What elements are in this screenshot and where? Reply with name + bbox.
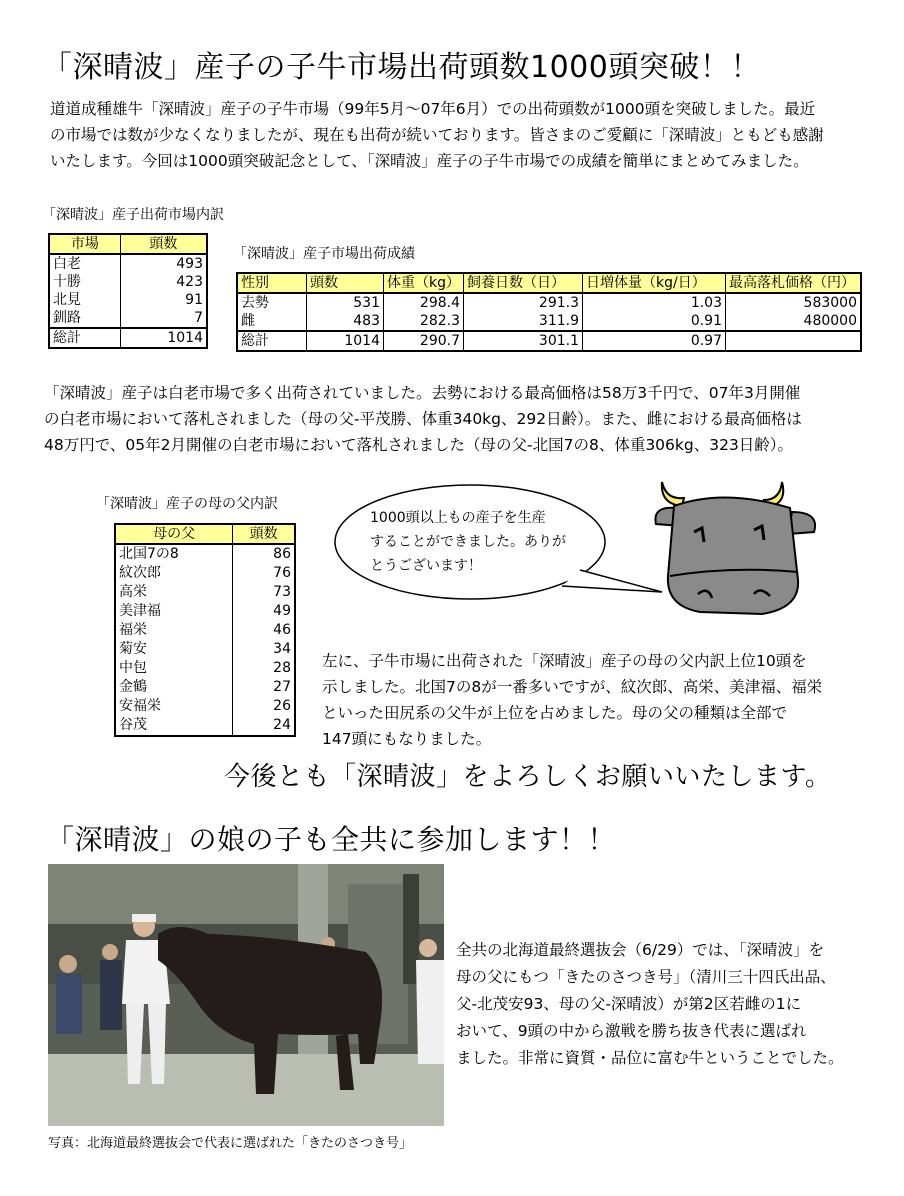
table-row	[115, 716, 295, 736]
paragraph-line: 「深晴波」産子は白老市場で多く出荷されていました。去勢における最高価格は58万3千円で、07年3月開催	[44, 384, 801, 402]
sire-count: 49	[233, 602, 295, 621]
table-total-row	[49, 328, 207, 348]
paragraph-line: の白老市場において落札されました（母の父-平茂勝、体重340kg、292日齢）。また、雌における最高価格は	[44, 410, 802, 428]
market-table	[48, 233, 208, 349]
sire-name: 金鶴	[115, 678, 233, 697]
results-header-sex: 性別	[237, 273, 307, 293]
results-price: 583000	[726, 293, 862, 312]
intro-line: 道道成種雄牛「深晴波」産子の子牛市場（99年5月～07年6月）での出荷頭数が1000頭を突破しました。最近	[50, 100, 816, 118]
speech-line: することができました。ありが	[370, 534, 566, 550]
market-name: 十勝	[49, 273, 120, 291]
market-header-market: 市場	[49, 234, 120, 254]
sire-count: 73	[233, 583, 295, 602]
table-row	[115, 678, 295, 697]
results-header-weight: 体重（kg）	[384, 273, 464, 293]
results-total-price	[726, 331, 862, 351]
sire-count: 46	[233, 621, 295, 640]
results-total-gain: 0.97	[583, 331, 726, 351]
intro-paragraph	[50, 96, 824, 174]
sire-count: 76	[233, 564, 295, 583]
paragraph-line: 母の父にもつ「きたのさつき号」（清川三十四氏出品、	[456, 968, 836, 986]
market-name: 釧路	[49, 309, 120, 328]
table-row	[115, 583, 295, 602]
sire-paragraph	[322, 648, 822, 752]
market-name: 北見	[49, 291, 120, 309]
results-header-count: 頭数	[307, 273, 384, 293]
sire-caption: 「深晴波」産子の母の父内訳	[96, 496, 278, 512]
paragraph-line: といった田尻系の父牛が上位を占めました。母の父の種類は全部で	[322, 704, 788, 722]
table-total-row	[237, 331, 861, 351]
market-caption: 「深晴波」産子出荷市場内訳	[42, 207, 224, 223]
sire-name: 紋次郎	[115, 564, 233, 583]
market-name: 白老	[49, 254, 120, 273]
results-total-days: 301.1	[464, 331, 583, 351]
sire-name: 安福栄	[115, 697, 233, 716]
sire-name: 美津福	[115, 602, 233, 621]
closing-message: 今後とも「深晴波」をよろしくお願いいたします。	[224, 762, 832, 792]
results-sex: 去勢	[237, 293, 307, 312]
photo-caption: 写真：北海道最終選抜会で代表に選ばれた「きたのさつき号」	[48, 1136, 413, 1151]
results-caption: 「深晴波」産子市場出荷成績	[233, 246, 415, 262]
table-row	[49, 273, 207, 291]
table-row	[237, 293, 861, 312]
page-title: 「深晴波」産子の子牛市場出荷頭数1000頭突破！！	[42, 50, 761, 85]
price-paragraph	[44, 380, 802, 458]
results-gain: 0.91	[583, 312, 726, 331]
sire-name: 北国7の8	[115, 544, 233, 564]
table-row	[115, 621, 295, 640]
speech-line: とうございます！	[370, 558, 482, 574]
sire-name: 福栄	[115, 621, 233, 640]
results-gain: 1.03	[583, 293, 726, 312]
sire-name: 菊安	[115, 640, 233, 659]
table-row	[115, 544, 295, 564]
cow-face-icon	[652, 468, 822, 628]
results-header-price: 最高落札価格（円）	[726, 273, 862, 293]
sire-count: 34	[233, 640, 295, 659]
market-count: 493	[120, 254, 207, 273]
table-row	[115, 564, 295, 583]
results-days: 291.3	[464, 293, 583, 312]
results-header-gain: 日増体量（kg/日）	[583, 273, 726, 293]
results-sex: 雌	[237, 312, 307, 331]
results-total-weight: 290.7	[384, 331, 464, 351]
paragraph-line: 左に、子牛市場に出荷された「深晴波」産子の母の父内訳上位10頭を	[322, 652, 807, 670]
table-row	[49, 254, 207, 273]
intro-line: いたします。今回は1000頭突破記念として、「深晴波」産子の子牛市場での成績を簡単にまとめてみました。	[50, 152, 809, 170]
results-table	[236, 272, 862, 352]
paragraph-line: 父-北茂安93、母の父-深晴波）が第2区若雌の1に	[456, 995, 802, 1013]
results-days: 311.9	[464, 312, 583, 331]
cattle-photo	[48, 864, 444, 1126]
paragraph-line: 全共の北海道最終選抜会（6/29）では、「深晴波」を	[456, 941, 825, 959]
bottom-paragraph	[456, 937, 844, 1072]
table-row	[115, 697, 295, 716]
results-header-days: 飼養日数（日）	[464, 273, 583, 293]
results-count: 483	[307, 312, 384, 331]
paragraph-line: ました。非常に資質・品位に富む牛ということでした。	[456, 1049, 844, 1067]
market-total-count: 1014	[120, 328, 207, 348]
table-row	[115, 602, 295, 621]
sire-header-count: 頭数	[233, 524, 295, 544]
paragraph-line: 147頭にもなりました。	[322, 730, 492, 748]
speech-line: 1000頭以上もの産子を生産	[370, 510, 546, 526]
results-total-count: 1014	[307, 331, 384, 351]
market-count: 91	[120, 291, 207, 309]
sire-name: 高栄	[115, 583, 233, 602]
table-row	[49, 309, 207, 328]
sire-count: 26	[233, 697, 295, 716]
sire-name: 中包	[115, 659, 233, 678]
sire-table	[114, 523, 296, 737]
sire-name: 谷茂	[115, 716, 233, 736]
results-weight: 298.4	[384, 293, 464, 312]
results-weight: 282.3	[384, 312, 464, 331]
results-price: 480000	[726, 312, 862, 331]
section-heading: 「深晴波」の娘の子も全共に参加します！！	[46, 823, 617, 856]
market-total-label: 総計	[49, 328, 120, 348]
speech-text	[370, 506, 566, 578]
results-count: 531	[307, 293, 384, 312]
table-row	[115, 640, 295, 659]
sire-count: 24	[233, 716, 295, 736]
sire-count: 86	[233, 544, 295, 564]
paragraph-line: 48万円で、05年2月開催の白老市場において落札されました（母の父-北国7の8、体重306kg、323日齢）。	[44, 436, 794, 454]
intro-line: の市場では数が少なくなりましたが、現在も出荷が続いております。皆さまのご愛顧に「深晴波」ともども感謝	[50, 126, 824, 144]
market-count: 423	[120, 273, 207, 291]
results-total-label: 総計	[237, 331, 307, 351]
paragraph-line: おいて、9頭の中から激戦を勝ち抜き代表に選ばれ	[456, 1022, 807, 1040]
sire-count: 27	[233, 678, 295, 697]
table-row	[115, 659, 295, 678]
market-count: 7	[120, 309, 207, 328]
paragraph-line: 示しました。北国7の8が一番多いですが、紋次郎、高栄、美津福、福栄	[322, 678, 823, 696]
table-row	[49, 291, 207, 309]
sire-header-name: 母の父	[115, 524, 233, 544]
table-row	[237, 312, 861, 331]
sire-count: 28	[233, 659, 295, 678]
market-header-count: 頭数	[120, 234, 207, 254]
